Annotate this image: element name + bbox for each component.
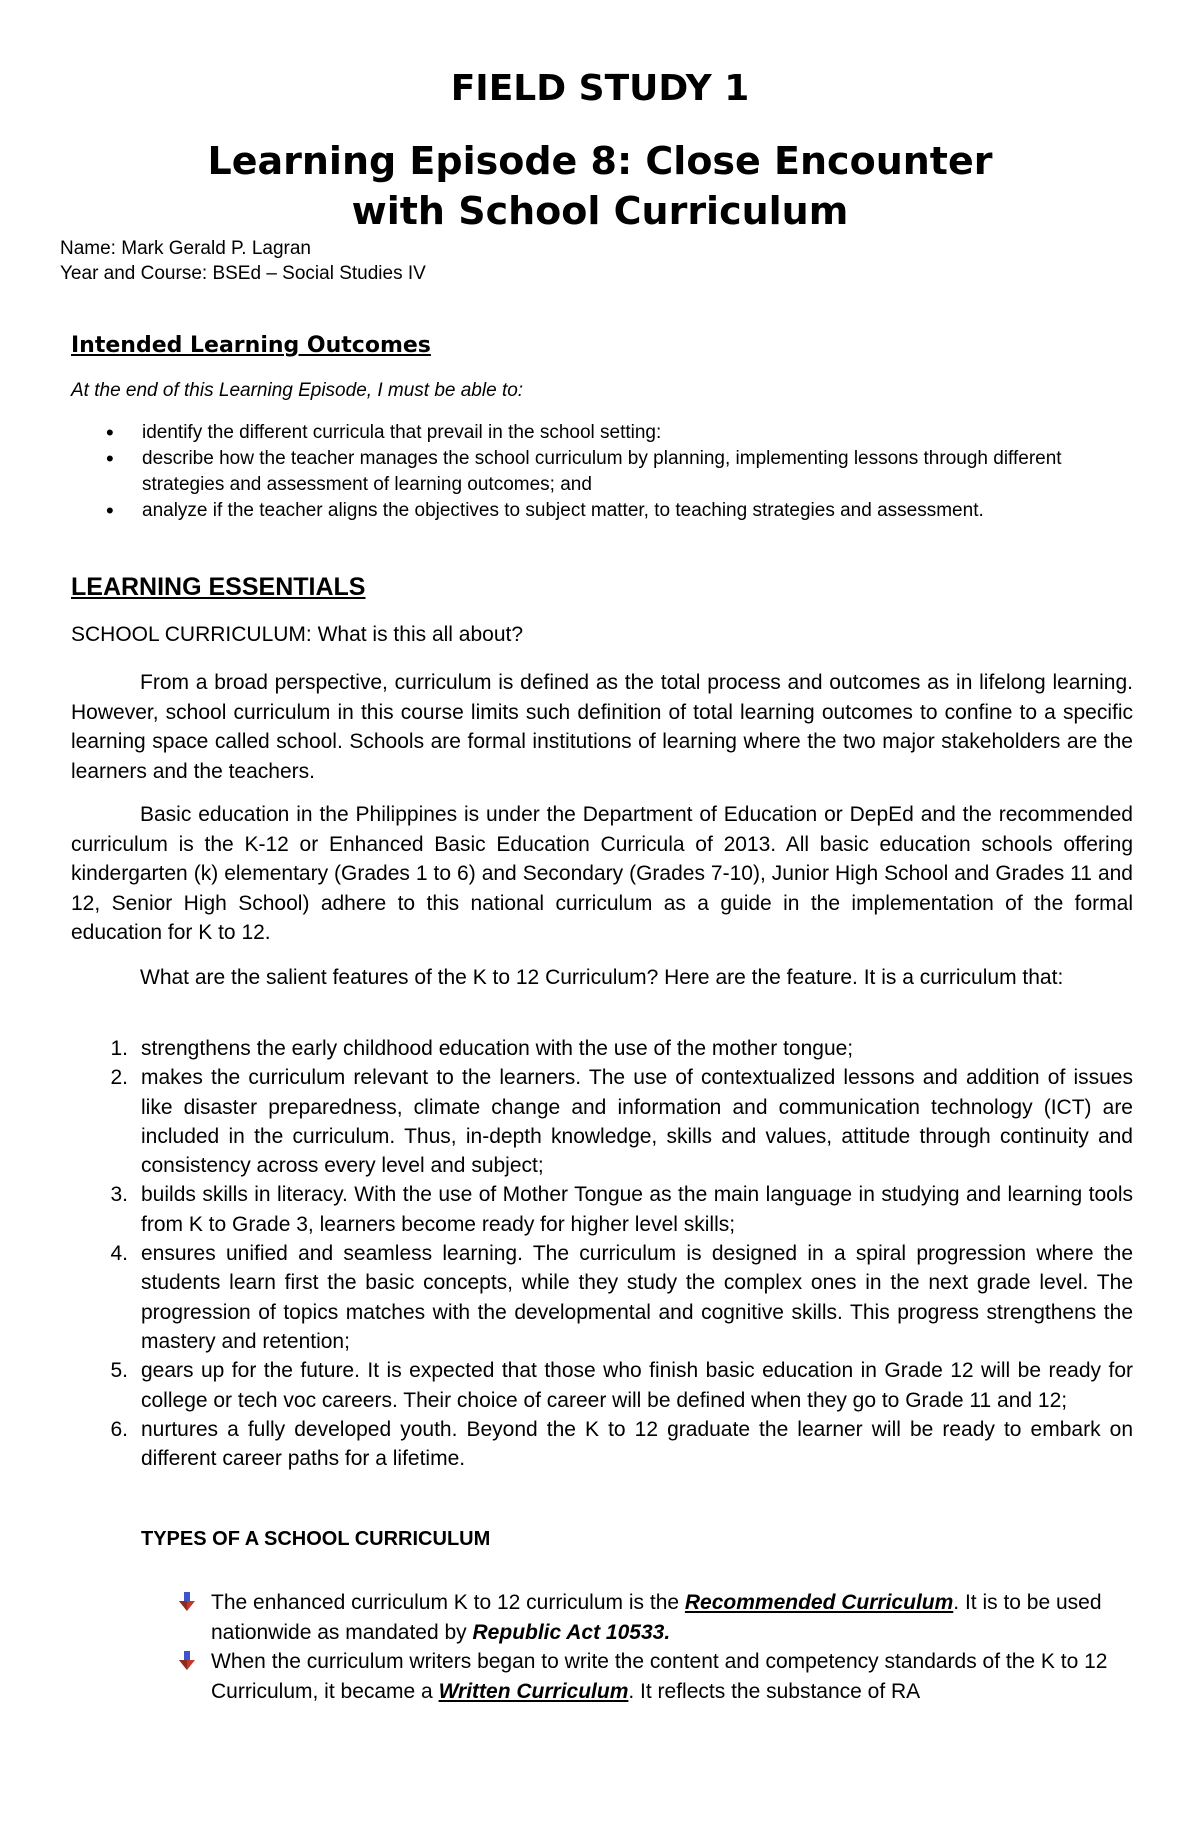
year-course: Year and Course: BSEd – Social Studies IV [60, 263, 426, 284]
paragraph-2: Basic education in the Philippines is under the Department of Education or DepEd and the recommended curriculum is the K-12 or Enhanced Basic Education Curricula of 2013. All basic education schools offering kindergarten (k) elementary (Grades 1 to 6) and Secondary (Grades 7-10), Junior High School and Grades 11 and 12, Senior High School) adhere to this national curriculum as a guide in the implementation of the formal education for K to 12. [71, 803, 1133, 944]
arrow-down-icon [178, 1651, 196, 1671]
types-heading: TYPES OF A SCHOOL CURRICULUM [141, 1528, 491, 1550]
document-title: FIELD STUDY 1 [450, 68, 750, 109]
feature-item [100, 1356, 1133, 1415]
outcomes-list [100, 420, 1140, 524]
outcomes-intro: At the end of this Learning Episode, I must be able to: [71, 380, 524, 401]
paragraph-3: What are the salient features of the K to 12 Curriculum? Here are the feature. It is a curriculum that: [140, 966, 1064, 989]
features-list [100, 1034, 1133, 1473]
student-name: Name: Mark Gerald P. Lagran [60, 238, 311, 259]
feature-text: strengthens the early childhood education with the use of the mother tongue; [141, 1037, 854, 1060]
feature-text: ensures unified and seamless learning. The curriculum is designed in a spiral progression where the students learn first the basic concepts, while they study the complex ones in the next grade level. The progression of topics matches with the developmental and cognitive skills. This progress strengthens the mastery and retention; [141, 1242, 1133, 1353]
types-text-pre: The enhanced curriculum K to 12 curriculum is the [211, 1591, 685, 1614]
outcome-text: identify the different curricula that prevail in the school setting: [142, 422, 662, 443]
outcome-item [100, 446, 1140, 498]
feature-item [100, 1415, 1133, 1474]
outcome-text: describe how the teacher manages the school curriculum by planning, implementing lessons through different strategies and assessment of learning outcomes; and [142, 448, 1062, 495]
feature-number: 6. [110, 1417, 128, 1441]
feature-number: 3. [110, 1183, 128, 1207]
outcomes-heading: Intended Learning Outcomes [71, 333, 431, 358]
essentials-question: SCHOOL CURRICULUM: What is this all about? [71, 623, 524, 646]
types-item [176, 1588, 1144, 1647]
types-text-post: . It reflects the substance of RA [628, 1679, 921, 1703]
subtitle-line-2: with School Curriculum [351, 189, 849, 233]
types-item [176, 1647, 1144, 1706]
arrow-down-icon [178, 1592, 196, 1612]
feature-text: nurtures a fully developed youth. Beyond the K to 12 graduate the learner will be ready to embark on different career paths for a lifetime. [141, 1417, 1133, 1471]
feature-item [100, 1239, 1133, 1356]
feature-number: 4. [110, 1242, 128, 1266]
types-text-mid: . It is to be used nationwide as mandated by [211, 1591, 1102, 1644]
recommended-curriculum-term: Recommended Curriculum [684, 1591, 954, 1614]
feature-text: builds skills in literacy. With the use of Mother Tongue as the main language in studying and learning tools from K to Grade 3, learners become ready for higher level skills; [141, 1183, 1133, 1236]
feature-number: 5. [110, 1359, 128, 1383]
written-curriculum-term: Written Curriculum [438, 1679, 629, 1703]
document-subtitle [0, 136, 1200, 236]
feature-text: gears up for the future. It is expected that those who finish basic education in Grade 12 will be ready for college or tech voc careers. Their choice of career will be defined when they go to Grade 11 and 12; [141, 1359, 1133, 1412]
feature-item [100, 1063, 1133, 1180]
outcome-text: analyze if the teacher aligns the objectives to subject matter, to teaching strategies and assessment. [142, 500, 984, 521]
essentials-heading: LEARNING ESSENTIALS [71, 573, 366, 601]
types-text-pre: When the curriculum writers began to write the content and competency standards of the K to 12 Curriculum, it became a [211, 1650, 1108, 1703]
types-list [176, 1588, 1144, 1706]
outcome-item [100, 498, 1140, 524]
republic-act-term: Republic Act 10533. [472, 1620, 671, 1644]
outcome-item [100, 420, 1140, 446]
feature-item [100, 1180, 1133, 1239]
feature-number: 2. [110, 1066, 128, 1090]
feature-number: 1. [110, 1037, 128, 1060]
feature-text: makes the curriculum relevant to the learners. The use of contextualized lessons and addition of issues like disaster preparedness, climate change and information and communication technology (ICT) are included in the curriculum. Thus, in-depth knowledge, skills and values, attitude through continuity and consistency across every level and subject; [141, 1066, 1133, 1178]
subtitle-line-1: Learning Episode 8: Close Encounter [207, 139, 993, 183]
paragraph-1: From a broad perspective, curriculum is defined as the total process and outcomes as in lifelong learning. However, school curriculum in this course limits such definition of total learning outcomes to confine to a specific learning space called school. Schools are formal institutions of learning where the two major stakeholders are the learners and the teachers. [71, 671, 1133, 783]
feature-item [100, 1034, 1133, 1063]
